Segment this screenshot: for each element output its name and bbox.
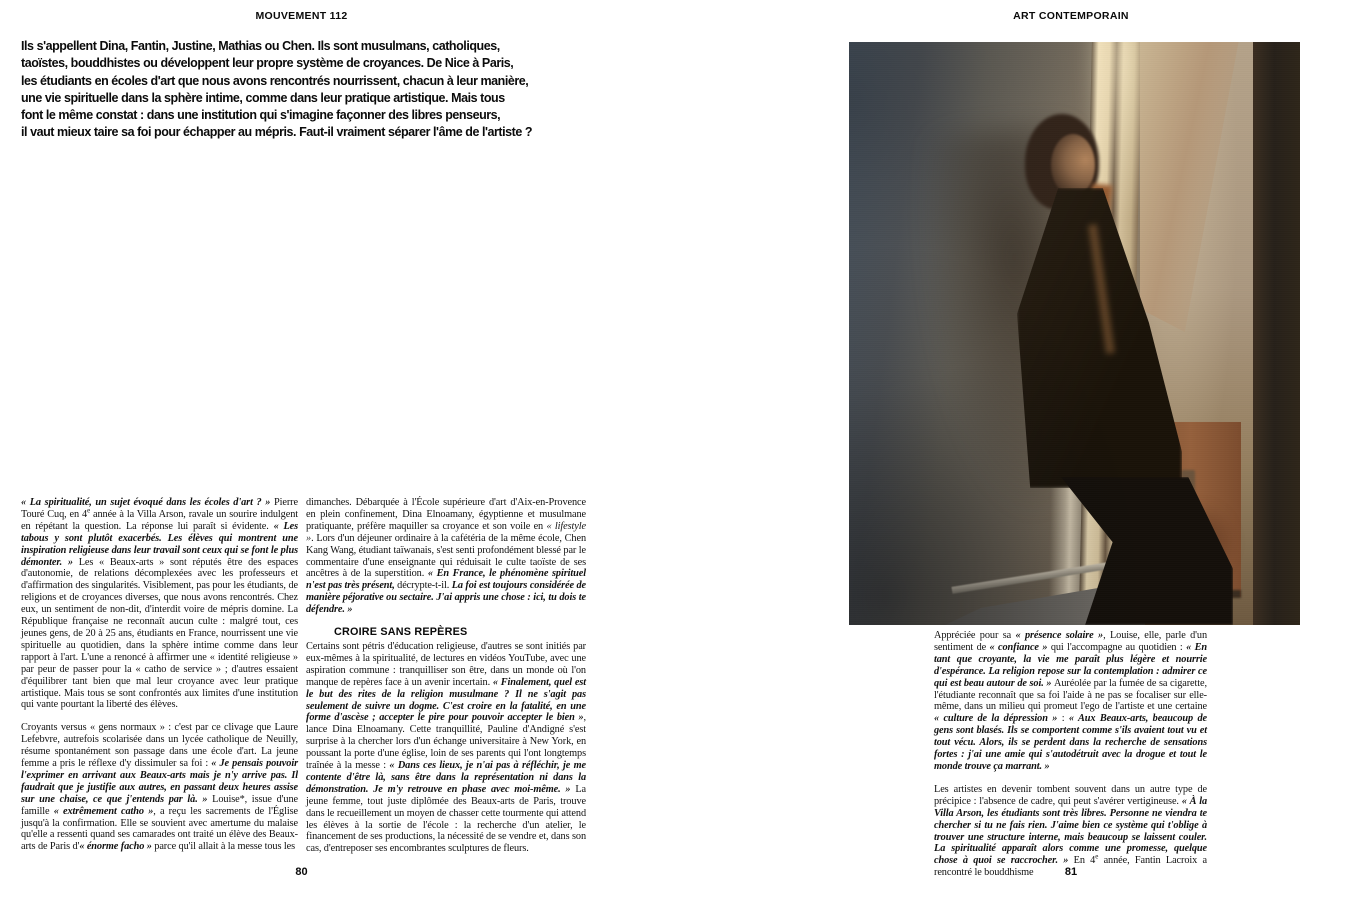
text-segment: Les « Beaux-arts » sont réputés être des espaces d'autonomie, de relations décomplexées avec les professeurs et d'affirmation des singularités. Visiblement, pas pour les étudiants, de religions et de croyances diverses, que nous avons rencontrés. Chez eux, un sentiment de non-dit, d'interdit voire de mépris domine. La République française ne reconnaît aucun culte : malgré tout, ces jeunes gens, de 20 à 25 ans, étudiants en France, nourrissent une vie spirituelle au quotidien, dans la sphère intime comme dans leur rapport à l'art. L'une a renoncé à affirmer une « identité religieuse » par peur de passer pour la « catho de service » ; d'autres essaient d'équilibrer tant bien que mal leur croyance avec leur pratique artistique. Mais tous se sont confrontés aux limites d'une institution qui vante pourtant la liberté des élèves. [21, 556, 298, 711]
text-segment: « lifestyle » [306, 520, 586, 544]
text-segment: décrypte-t-il. [397, 580, 452, 592]
text-segment: « La spiritualité, un sujet évoqué dans les écoles d'art ? » [21, 497, 274, 508]
text-segment: « présence solaire » [1015, 630, 1104, 641]
hallway-photo [849, 42, 1300, 625]
section-heading: CROIRE SANS REPÈRES [334, 626, 468, 639]
article-paragraph [934, 784, 1207, 879]
text-segment: Les artistes en devenir tombent souvent dans un autre type de précipice : l'absence de cadre, qui peut s'avérer vertigineuse. [934, 783, 1207, 807]
text-segment: « extrêmement catho » [53, 805, 154, 817]
text-segment: « culture de la dépression » [934, 713, 1058, 725]
text-segment: Croyants versus « gens normaux » : c'est par ce clivage que Laure Lefebvre, autrefois scolarisée dans un lycée catholique de Neuilly, résume spontanément son passage dans une école d'art. La jeune femme a pris le réflexe d'y dissimuler sa foi : [21, 722, 298, 770]
text-segment: La foi est toujours considérée de manière péjorative ou sectaire. J'ai appris une chose : ici, tu dois te défendre. » [306, 580, 586, 616]
text-segment: : [1057, 713, 1069, 725]
article-column-3 [934, 630, 1207, 879]
text-segment: La jeune femme, tout juste diplômée des Beaux-arts de Paris, trouve dans le recueillement un moyen de chasser cette tourmente qui attend les élèves à la sortie de l'école : la recherche d'un atelier, le financement de ses productions, la nécessité de se vendre et, dans son cas, d'entreposer ses encombrantes sculptures de fleurs. [306, 783, 586, 855]
text-segment: , a reçu les sacrements de l'Église jusqu'à la confirmation. Elle se souvient avec amertume du malaise qu'elle a ressenti quand ses camarades ont traité un élève des Beaux-arts de Paris d' [21, 805, 298, 853]
text-segment: En 4 [1073, 855, 1096, 867]
article-paragraph [21, 497, 298, 711]
text-segment: « Les tabous y sont plutôt exacerbés. Les élèves qui montrent une inspiration religieuse dans leur travail sont ceux qui se font le plus démonter. » [21, 520, 299, 568]
text-segment: « énorme facho » [79, 841, 152, 853]
text-segment: année à la Villa Arson, ravale un sourire indulgent en répétant la question. La réponse lui paraît si évidente. [21, 508, 299, 532]
text-segment: « confiance » [989, 641, 1048, 653]
right-running-head: ART CONTEMPORAIN [1013, 10, 1129, 22]
text-segment: e [87, 506, 91, 515]
text-segment: Auréolée par la fumée de sa cigarette, l'étudiante reconnaît que sa foi l'aide à ne pas se focaliser sur elle-même, dans un milieu qui promeut l'ego de l'artiste et une certaine [934, 677, 1207, 713]
intro-line: les étudiants en écoles d'art que nous avons rencontrés nourrissent, chacun à leur manière, [21, 73, 529, 88]
text-segment: Louise*, issue d'une famille [21, 793, 298, 817]
intro-line: taoïstes, bouddhistes ou développent leur propre système de croyances. De Nice à Paris, [21, 56, 514, 71]
article-paragraph [306, 641, 586, 855]
left-running-head: MOUVEMENT 112 [255, 10, 348, 22]
article-column-1 [21, 497, 298, 853]
text-segment: « Finalement, quel est le but des rites de la religion musulmane ? Il ne s'agit pas seulement de suivre un dogme. C'est croire en la fatalité, en une forme d'ascèse ; accepter le pire pour pouvoir accepter le bien » [306, 676, 586, 724]
text-segment: , Louise, elle, parle d'un sentiment de [934, 630, 1207, 653]
text-segment: « Je pensais pouvoir l'exprimer en arrivant aux Beaux-arts mais je n'y arrive pas. Il faudrait que je justifie aux autres, en passant deux heures assise sur une chaise, ce que j'entends par là. » [21, 758, 298, 805]
article-column-2 [306, 497, 586, 855]
intro-line: Ils s'appellent Dina, Fantin, Justine, Mathias ou Chen. Ils sont musulmans, catholiques, [21, 39, 500, 53]
text-segment: « En France, le phénomène spirituel n'est pas très présent, [306, 568, 586, 592]
intro-line: une vie spirituelle dans la sphère intime, comme dans leur pratique artistique. Mais tous [21, 90, 505, 105]
text-segment: « À la Villa Arson, les étudiants sont très libres. Personne ne viendra te chercher si tu ne fais rien. J'aime bien ce système qui t'oblige à trouver une structure interne, mais beaucoup se laissent couler. La spiritualité apparaît alors comme une promesse, quelque chose à quoi se raccrocher. » [934, 795, 1208, 867]
text-segment: , lance Dina Elnoamany. Cette tranquillité, Pauline d'Andigné s'est surprise à la chercher lors d'un échange universitaire à New York, en poussant la porte d'une église, loin de ses parents qui l'ont longtemps traînée à la messe : [306, 712, 586, 772]
text-segment: qui l'accompagne au quotidien : [1047, 641, 1187, 653]
text-segment: « Aux Beaux-arts, beaucoup de gens sont blasés. Ils se comportent comme s'ils avaient tout vu et tout vécu. Alors, ils se perdent dans la recherche de sensations fortes : j'ai une amie qui s'autodétruit avec la drogue et tout le monde trouve ça marrant. » [934, 713, 1207, 772]
text-segment: Pierre Touré Cuq, en 4 [21, 497, 298, 520]
text-segment: Certains sont pétris d'éducation religieuse, d'autres se sont initiés par eux-mêmes à la spiritualité, de lectures en vidéos YouTube, avec une aspiration commune : tranquilliser son être, dans un monde où l'on manque de repères face à un avenir incertain. [306, 640, 586, 688]
intro-line: il vaut mieux taire sa foi pour échapper au mépris. Faut-il vraiment séparer l'âme de l'artiste ? [21, 125, 533, 140]
intro-paragraph [21, 38, 586, 142]
intro-line: font le même constat : dans une institution qui s'imagine façonner des libres penseurs, [21, 108, 501, 123]
article-paragraph [306, 497, 586, 616]
right-page-number: 81 [1064, 866, 1078, 878]
article-paragraph [21, 722, 298, 853]
text-segment: dimanches. Débarquée à l'École supérieure d'art d'Aix-en-Provence en plein confinement, Dina Elnoamany, égyptienne et musulmane pratiquante, préfère maquiller sa croyance et son voile en [306, 497, 586, 532]
text-segment: « En tant que croyante, la vie me paraît plus légère et nourrie d'espérance. La religion repose sur la contemplation : admirer ce qui est beau autour de soi. » [934, 641, 1208, 689]
text-segment: . Lors d'un déjeuner ordinaire à la cafétéria de la même école, Chen Kang Wang, étudiant taïwanais, s'est senti profondément blessé par le commentaire d'une enseignante qui réduisait le culte taoïste de ses ancêtres à de la superstition. [306, 532, 586, 580]
text-segment: Appréciée pour sa [934, 630, 1016, 641]
text-segment: année, Fantin Lacroix a rencontré le bouddhisme [934, 855, 1208, 879]
article-paragraph [934, 630, 1207, 773]
text-segment: e [1095, 852, 1099, 861]
left-page-number: 80 [295, 866, 308, 878]
photo-grain [849, 42, 1300, 625]
text-segment: parce qu'il allait à la messe tous les [151, 841, 296, 853]
text-segment: « Dans ces lieux, je n'ai pas à réfléchir, je me contente d'être là, sans être dans la représentation ni dans la démonstration. Je m'y retrouve en phase avec moi-même. » [306, 760, 586, 795]
